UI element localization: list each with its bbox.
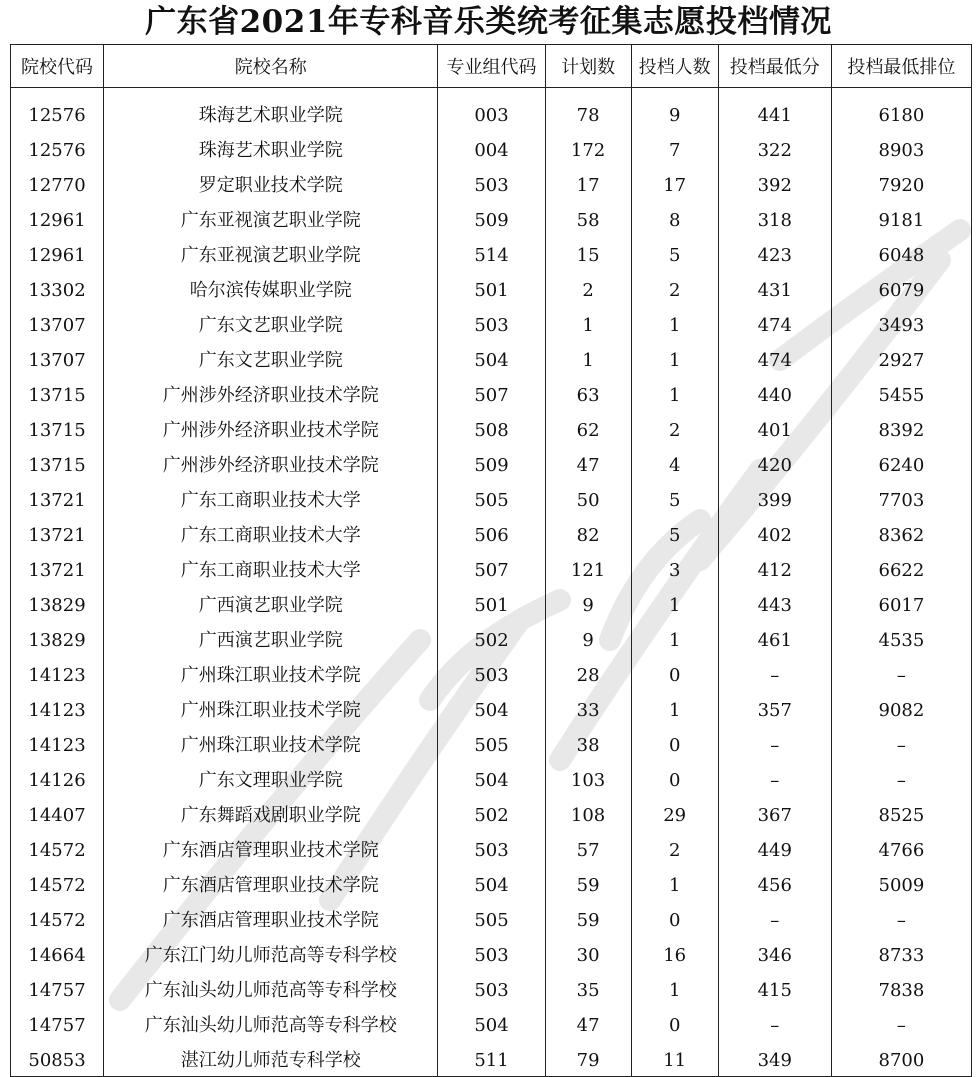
cell-plan: 15 [545,236,631,271]
cell-name: 珠海艺术职业学院 [104,131,438,166]
table-row [11,201,972,236]
cell-plan: 17 [545,166,631,201]
cell-name: 广东工商职业技术大学 [104,516,438,551]
cell-group: 503 [438,656,545,691]
cell-group: 504 [438,866,545,901]
cell-group: 509 [438,446,545,481]
cell-code: 12576 [11,131,104,166]
cell-name: 湛江幼儿师范专科学校 [104,1041,438,1077]
cell-plan: 63 [545,376,631,411]
table-row [11,1006,972,1041]
cell-min-score: 474 [718,306,831,341]
cell-name: 哈尔滨传媒职业学院 [104,271,438,306]
cell-code: 13715 [11,446,104,481]
cell-group: 507 [438,376,545,411]
cell-count: 1 [631,691,718,726]
cell-min-score: 443 [718,586,831,621]
cell-code: 12770 [11,166,104,201]
cell-min-score: 415 [718,971,831,1006]
cell-group: 503 [438,971,545,1006]
cell-count: 1 [631,621,718,656]
cell-plan: 28 [545,656,631,691]
cell-plan: 108 [545,796,631,831]
table-row [11,796,972,831]
cell-name: 广东文艺职业学院 [104,341,438,376]
cell-name: 广东酒店管理职业技术学院 [104,831,438,866]
cell-name: 罗定职业技术学院 [104,166,438,201]
cell-plan: 103 [545,761,631,796]
cell-code: 12576 [11,88,104,132]
cell-count: 1 [631,971,718,1006]
cell-count: 5 [631,236,718,271]
cell-min-rank: 5009 [831,866,971,901]
cell-min-rank: – [831,761,971,796]
cell-count: 2 [631,271,718,306]
cell-group: 003 [438,88,545,132]
cell-name: 广州涉外经济职业技术学院 [104,411,438,446]
table-header-row [11,45,972,88]
cell-group: 004 [438,131,545,166]
cell-min-score: 456 [718,866,831,901]
cell-plan: 47 [545,1006,631,1041]
cell-min-score: 420 [718,446,831,481]
header-count: 投档人数 [631,45,718,88]
cell-group: 503 [438,306,545,341]
cell-group: 501 [438,586,545,621]
cell-name: 广州珠江职业技术学院 [104,726,438,761]
cell-min-score: 392 [718,166,831,201]
cell-name: 广东酒店管理职业技术学院 [104,866,438,901]
cell-min-rank: – [831,901,971,936]
cell-group: 505 [438,726,545,761]
cell-plan: 9 [545,586,631,621]
cell-code: 14407 [11,796,104,831]
cell-name: 广东酒店管理职业技术学院 [104,901,438,936]
cell-group: 502 [438,621,545,656]
cell-min-score: – [718,656,831,691]
table-row [11,411,972,446]
cell-count: 4 [631,446,718,481]
cell-group: 501 [438,271,545,306]
cell-plan: 38 [545,726,631,761]
cell-name: 广东汕头幼儿师范高等专科学校 [104,1006,438,1041]
admission-table [10,44,972,1077]
table-row [11,656,972,691]
cell-min-score: 399 [718,481,831,516]
cell-count: 8 [631,201,718,236]
cell-code: 12961 [11,236,104,271]
cell-group: 503 [438,166,545,201]
table-row [11,88,972,132]
cell-group: 514 [438,236,545,271]
cell-min-score: 412 [718,551,831,586]
cell-count: 5 [631,516,718,551]
cell-min-rank: 6079 [831,271,971,306]
cell-group: 504 [438,1006,545,1041]
cell-min-rank: – [831,726,971,761]
page-title: 广东省2021年专科音乐类统考征集志愿投档情况 [145,4,832,40]
cell-min-score: 318 [718,201,831,236]
table-row [11,341,972,376]
table-row [11,691,972,726]
cell-min-score: 322 [718,131,831,166]
cell-code: 14123 [11,691,104,726]
cell-min-score: 349 [718,1041,831,1077]
header-group: 专业组代码 [438,45,545,88]
table-row [11,1041,972,1077]
cell-plan: 2 [545,271,631,306]
cell-plan: 172 [545,131,631,166]
table-row [11,971,972,1006]
cell-code: 13829 [11,621,104,656]
cell-group: 502 [438,796,545,831]
cell-min-score: 441 [718,88,831,132]
table-row [11,831,972,866]
cell-min-rank: 6240 [831,446,971,481]
cell-plan: 121 [545,551,631,586]
cell-min-rank: 7838 [831,971,971,1006]
cell-min-rank: 2927 [831,341,971,376]
cell-min-score: 402 [718,516,831,551]
cell-name: 广州涉外经济职业技术学院 [104,446,438,481]
cell-name: 广西演艺职业学院 [104,621,438,656]
cell-group: 507 [438,551,545,586]
cell-code: 13715 [11,411,104,446]
cell-min-score: – [718,901,831,936]
cell-min-score: – [718,1006,831,1041]
table-row [11,376,972,411]
cell-min-rank: 8700 [831,1041,971,1077]
cell-group: 506 [438,516,545,551]
cell-code: 14757 [11,1006,104,1041]
cell-plan: 33 [545,691,631,726]
cell-group: 504 [438,691,545,726]
cell-plan: 78 [545,88,631,132]
cell-name: 广东舞蹈戏剧职业学院 [104,796,438,831]
cell-code: 13715 [11,376,104,411]
cell-code: 14572 [11,866,104,901]
cell-name: 广东工商职业技术大学 [104,551,438,586]
cell-group: 505 [438,481,545,516]
cell-min-score: 367 [718,796,831,831]
cell-code: 13302 [11,271,104,306]
cell-count: 3 [631,551,718,586]
cell-group: 504 [438,341,545,376]
cell-min-score: 357 [718,691,831,726]
cell-plan: 35 [545,971,631,1006]
cell-name: 广州珠江职业技术学院 [104,691,438,726]
cell-code: 13721 [11,516,104,551]
cell-name: 珠海艺术职业学院 [104,88,438,132]
cell-count: 0 [631,1006,718,1041]
cell-code: 13707 [11,341,104,376]
cell-count: 7 [631,131,718,166]
cell-plan: 59 [545,901,631,936]
cell-plan: 1 [545,306,631,341]
cell-group: 504 [438,761,545,796]
cell-plan: 1 [545,341,631,376]
cell-min-rank: 6622 [831,551,971,586]
table-row [11,866,972,901]
cell-min-score: 346 [718,936,831,971]
cell-min-rank: 8525 [831,796,971,831]
cell-count: 1 [631,586,718,621]
cell-count: 5 [631,481,718,516]
cell-code: 14664 [11,936,104,971]
cell-name: 广东亚视演艺职业学院 [104,201,438,236]
cell-min-score: 449 [718,831,831,866]
table-row [11,586,972,621]
cell-count: 0 [631,726,718,761]
cell-code: 14123 [11,656,104,691]
cell-min-rank: 4535 [831,621,971,656]
cell-group: 503 [438,936,545,971]
cell-min-rank: 3493 [831,306,971,341]
cell-name: 广东工商职业技术大学 [104,481,438,516]
cell-plan: 82 [545,516,631,551]
cell-min-rank: 5455 [831,376,971,411]
cell-count: 1 [631,376,718,411]
header-name: 院校名称 [104,45,438,88]
cell-count: 1 [631,341,718,376]
cell-name: 广东亚视演艺职业学院 [104,236,438,271]
cell-count: 9 [631,88,718,132]
cell-code: 13721 [11,551,104,586]
cell-count: 0 [631,656,718,691]
cell-code: 14572 [11,831,104,866]
cell-plan: 9 [545,621,631,656]
table-row [11,726,972,761]
cell-plan: 62 [545,411,631,446]
cell-count: 16 [631,936,718,971]
cell-code: 14572 [11,901,104,936]
cell-count: 0 [631,761,718,796]
table-row [11,166,972,201]
header-min-rank: 投档最低排位 [831,45,971,88]
cell-count: 1 [631,306,718,341]
cell-group: 503 [438,831,545,866]
header-plan: 计划数 [545,45,631,88]
cell-name: 广东江门幼儿师范高等专科学校 [104,936,438,971]
table-row [11,621,972,656]
cell-code: 12961 [11,201,104,236]
cell-count: 11 [631,1041,718,1077]
cell-plan: 79 [545,1041,631,1077]
cell-code: 14757 [11,971,104,1006]
cell-code: 13829 [11,586,104,621]
table-body [11,88,972,1077]
cell-code: 50853 [11,1041,104,1077]
cell-min-rank: 4766 [831,831,971,866]
cell-plan: 30 [545,936,631,971]
table-row [11,936,972,971]
cell-min-rank: 8392 [831,411,971,446]
cell-count: 2 [631,411,718,446]
table-row [11,271,972,306]
cell-name: 广州涉外经济职业技术学院 [104,376,438,411]
cell-min-rank: – [831,656,971,691]
cell-min-score: 440 [718,376,831,411]
cell-code: 14126 [11,761,104,796]
cell-min-rank: – [831,1006,971,1041]
cell-code: 13707 [11,306,104,341]
cell-group: 511 [438,1041,545,1077]
table-row [11,236,972,271]
cell-min-rank: 7920 [831,166,971,201]
table-row [11,131,972,166]
table-row [11,446,972,481]
cell-min-rank: 6180 [831,88,971,132]
cell-min-score: 431 [718,271,831,306]
cell-code: 14123 [11,726,104,761]
header-min-score: 投档最低分 [718,45,831,88]
table-row [11,306,972,341]
cell-group: 505 [438,901,545,936]
cell-min-score: – [718,761,831,796]
table-row [11,481,972,516]
cell-plan: 57 [545,831,631,866]
cell-name: 广东文艺职业学院 [104,306,438,341]
cell-min-rank: 9181 [831,201,971,236]
cell-min-score: – [718,726,831,761]
cell-min-rank: 8362 [831,516,971,551]
cell-name: 广西演艺职业学院 [104,586,438,621]
cell-min-score: 401 [718,411,831,446]
table-row [11,761,972,796]
cell-min-score: 474 [718,341,831,376]
cell-count: 0 [631,901,718,936]
cell-count: 29 [631,796,718,831]
cell-plan: 58 [545,201,631,236]
cell-min-rank: 7703 [831,481,971,516]
cell-group: 509 [438,201,545,236]
cell-plan: 50 [545,481,631,516]
cell-min-rank: 8903 [831,131,971,166]
header-code: 院校代码 [11,45,104,88]
cell-count: 1 [631,866,718,901]
cell-name: 广东文理职业学院 [104,761,438,796]
cell-min-score: 423 [718,236,831,271]
cell-plan: 47 [545,446,631,481]
cell-count: 17 [631,166,718,201]
table-row [11,551,972,586]
cell-count: 2 [631,831,718,866]
cell-group: 508 [438,411,545,446]
cell-name: 广东汕头幼儿师范高等专科学校 [104,971,438,1006]
cell-min-score: 461 [718,621,831,656]
table-row [11,901,972,936]
cell-plan: 59 [545,866,631,901]
cell-name: 广州珠江职业技术学院 [104,656,438,691]
cell-min-rank: 8733 [831,936,971,971]
cell-code: 13721 [11,481,104,516]
cell-min-rank: 6017 [831,586,971,621]
cell-min-rank: 6048 [831,236,971,271]
table-row [11,516,972,551]
cell-min-rank: 9082 [831,691,971,726]
